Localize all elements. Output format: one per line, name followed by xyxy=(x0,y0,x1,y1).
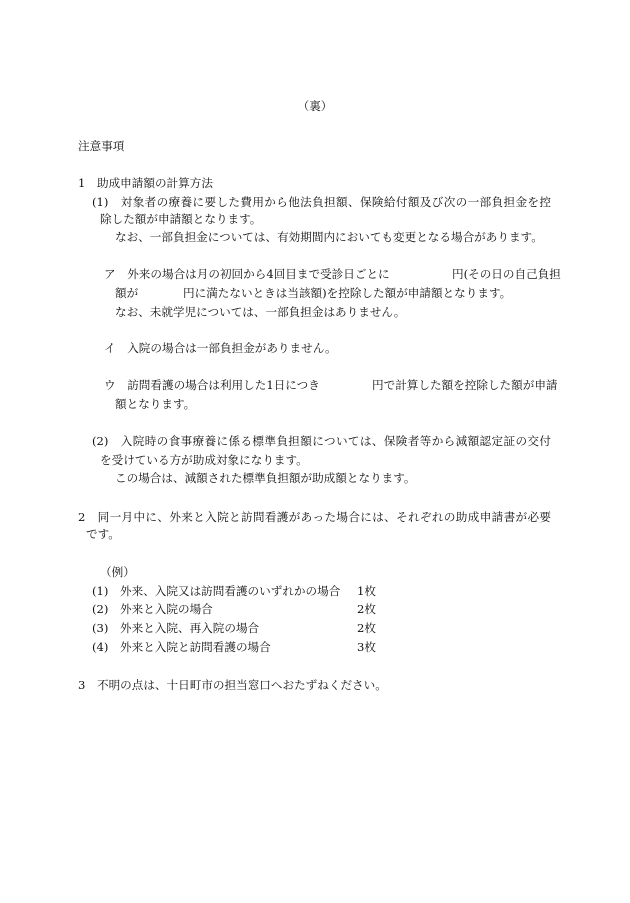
item-a-line-1-post: 円(その日の自己負担 xyxy=(452,267,561,281)
item-u-line-1-post: 円で計算した額を控除した額が申請 xyxy=(372,378,558,392)
example-1-count: 1枚 xyxy=(357,584,376,598)
item-a-note: なお、未就学児については、一部負担金はありません。 xyxy=(115,305,406,319)
item-a-line-1-pre: ア 外来の場合は月の初回から4回目まで受診日ごとに xyxy=(104,267,390,281)
item-u-line-2: 額となります。 xyxy=(115,397,196,411)
item-i-text: イ 入院の場合は一部負担金がありません。 xyxy=(104,341,337,355)
section-1-heading: 1 助成申請額の計算方法 xyxy=(78,176,213,190)
notes-title: 注意事項 xyxy=(78,139,125,153)
example-4-count: 3枚 xyxy=(357,640,376,654)
item-2-line-1: (2) 入院時の食事療養に係る標準負担額については、保険者等から減額認定証の交付 xyxy=(92,434,551,448)
section-2-line-2: です。 xyxy=(86,527,120,541)
item-2-line-2: を受けている方が助成対象になります。 xyxy=(100,453,308,467)
example-2-count: 2枚 xyxy=(357,602,376,616)
example-4-label: (4) 外来と入院と訪問看護の場合 xyxy=(92,640,271,654)
example-heading: （例） xyxy=(100,565,135,579)
item-1-note: なお、一部負担金については、有効期間内においても変更となる場合があります。 xyxy=(115,230,543,244)
section-2-line-1: 2 同一月中に、外来と入院と訪問看護があった場合には、それぞれの助成申請書が必要 xyxy=(78,510,551,524)
item-2-note: この場合は、減額された標準負担額が助成額となります。 xyxy=(115,471,416,485)
item-a-line-2-post: 円に満たないときは当該額)を控除した額が申請額となります。 xyxy=(183,286,512,300)
example-2-label: (2) 外来と入院の場合 xyxy=(92,602,213,616)
example-3-count: 2枚 xyxy=(357,621,376,635)
section-3-text: 3 不明の点は、十日町市の担当窓口へおたずねください。 xyxy=(78,678,387,692)
item-1-line-1: (1) 対象者の療養に要した費用から他法負担額、保険給付額及び次の一部負担金を控 xyxy=(92,195,551,209)
example-1-label: (1) 外来、入院又は訪問看護のいずれかの場合 xyxy=(92,584,341,598)
item-1-line-2: 除した額が申請額となります。 xyxy=(100,212,262,226)
example-3-label: (3) 外来と入院、再入院の場合 xyxy=(92,621,260,635)
item-a-line-2-pre: 額が xyxy=(115,286,139,300)
back-side-label: （裏） xyxy=(297,99,333,113)
item-u-line-1-pre: ウ 訪問看護の場合は利用した1日につき xyxy=(104,378,320,392)
